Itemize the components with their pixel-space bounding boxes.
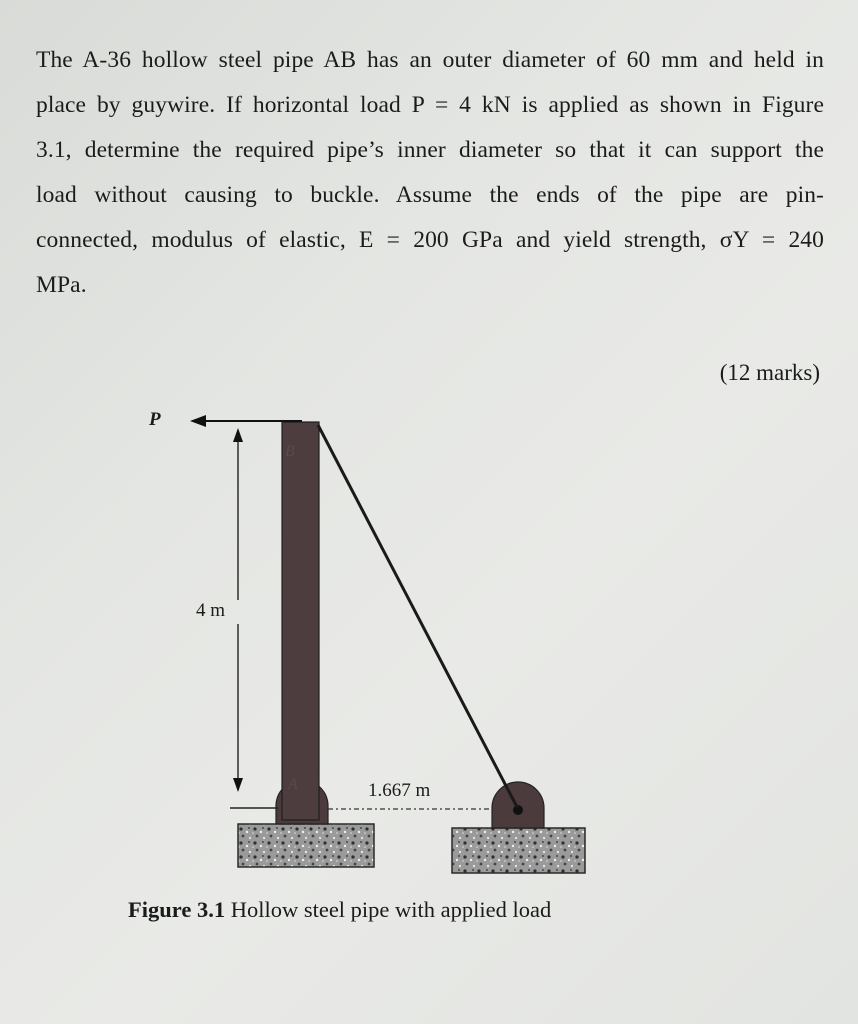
height-dimension-label: 4 m (196, 600, 226, 621)
problem-line-4: load without causing to buckle. Assume the ends of the pipe are pin- (36, 182, 824, 208)
figure-caption-number: Figure 3.1 (128, 897, 226, 922)
right-ground-block (452, 828, 585, 873)
pin-anchor-icon (513, 805, 523, 815)
problem-line-1: The A-36 hollow steel pipe AB has an outer diameter of 60 mm and held in (36, 47, 824, 73)
height-arrow-bottom-icon (233, 778, 243, 792)
load-p-label: P (149, 409, 161, 430)
marks-label: (12 marks) (719, 360, 820, 385)
figure-caption (128, 897, 551, 923)
point-a-label: A (288, 776, 298, 793)
pipe-ab (282, 422, 319, 820)
distance-dimension-label: 1.667 m (368, 780, 431, 801)
problem-line-3: 3.1, determine the required pipe’s inner diameter so that it can support the (36, 137, 824, 163)
problem-line-6: MPa. (36, 272, 87, 298)
load-p-arrowhead-icon (190, 415, 206, 427)
height-arrow-top-icon (233, 428, 243, 442)
point-b-label: B (285, 443, 295, 460)
guywire (318, 425, 517, 807)
problem-line-2: place by guywire. If horizontal load P = 4 kN is applied as shown in Figure (36, 92, 824, 118)
problem-line-5: connected, modulus of elastic, E = 200 GPa and yield strength, σY = 240 (36, 227, 824, 253)
figure-caption-text: Hollow steel pipe with applied load (230, 897, 552, 922)
left-ground-block (238, 824, 374, 867)
